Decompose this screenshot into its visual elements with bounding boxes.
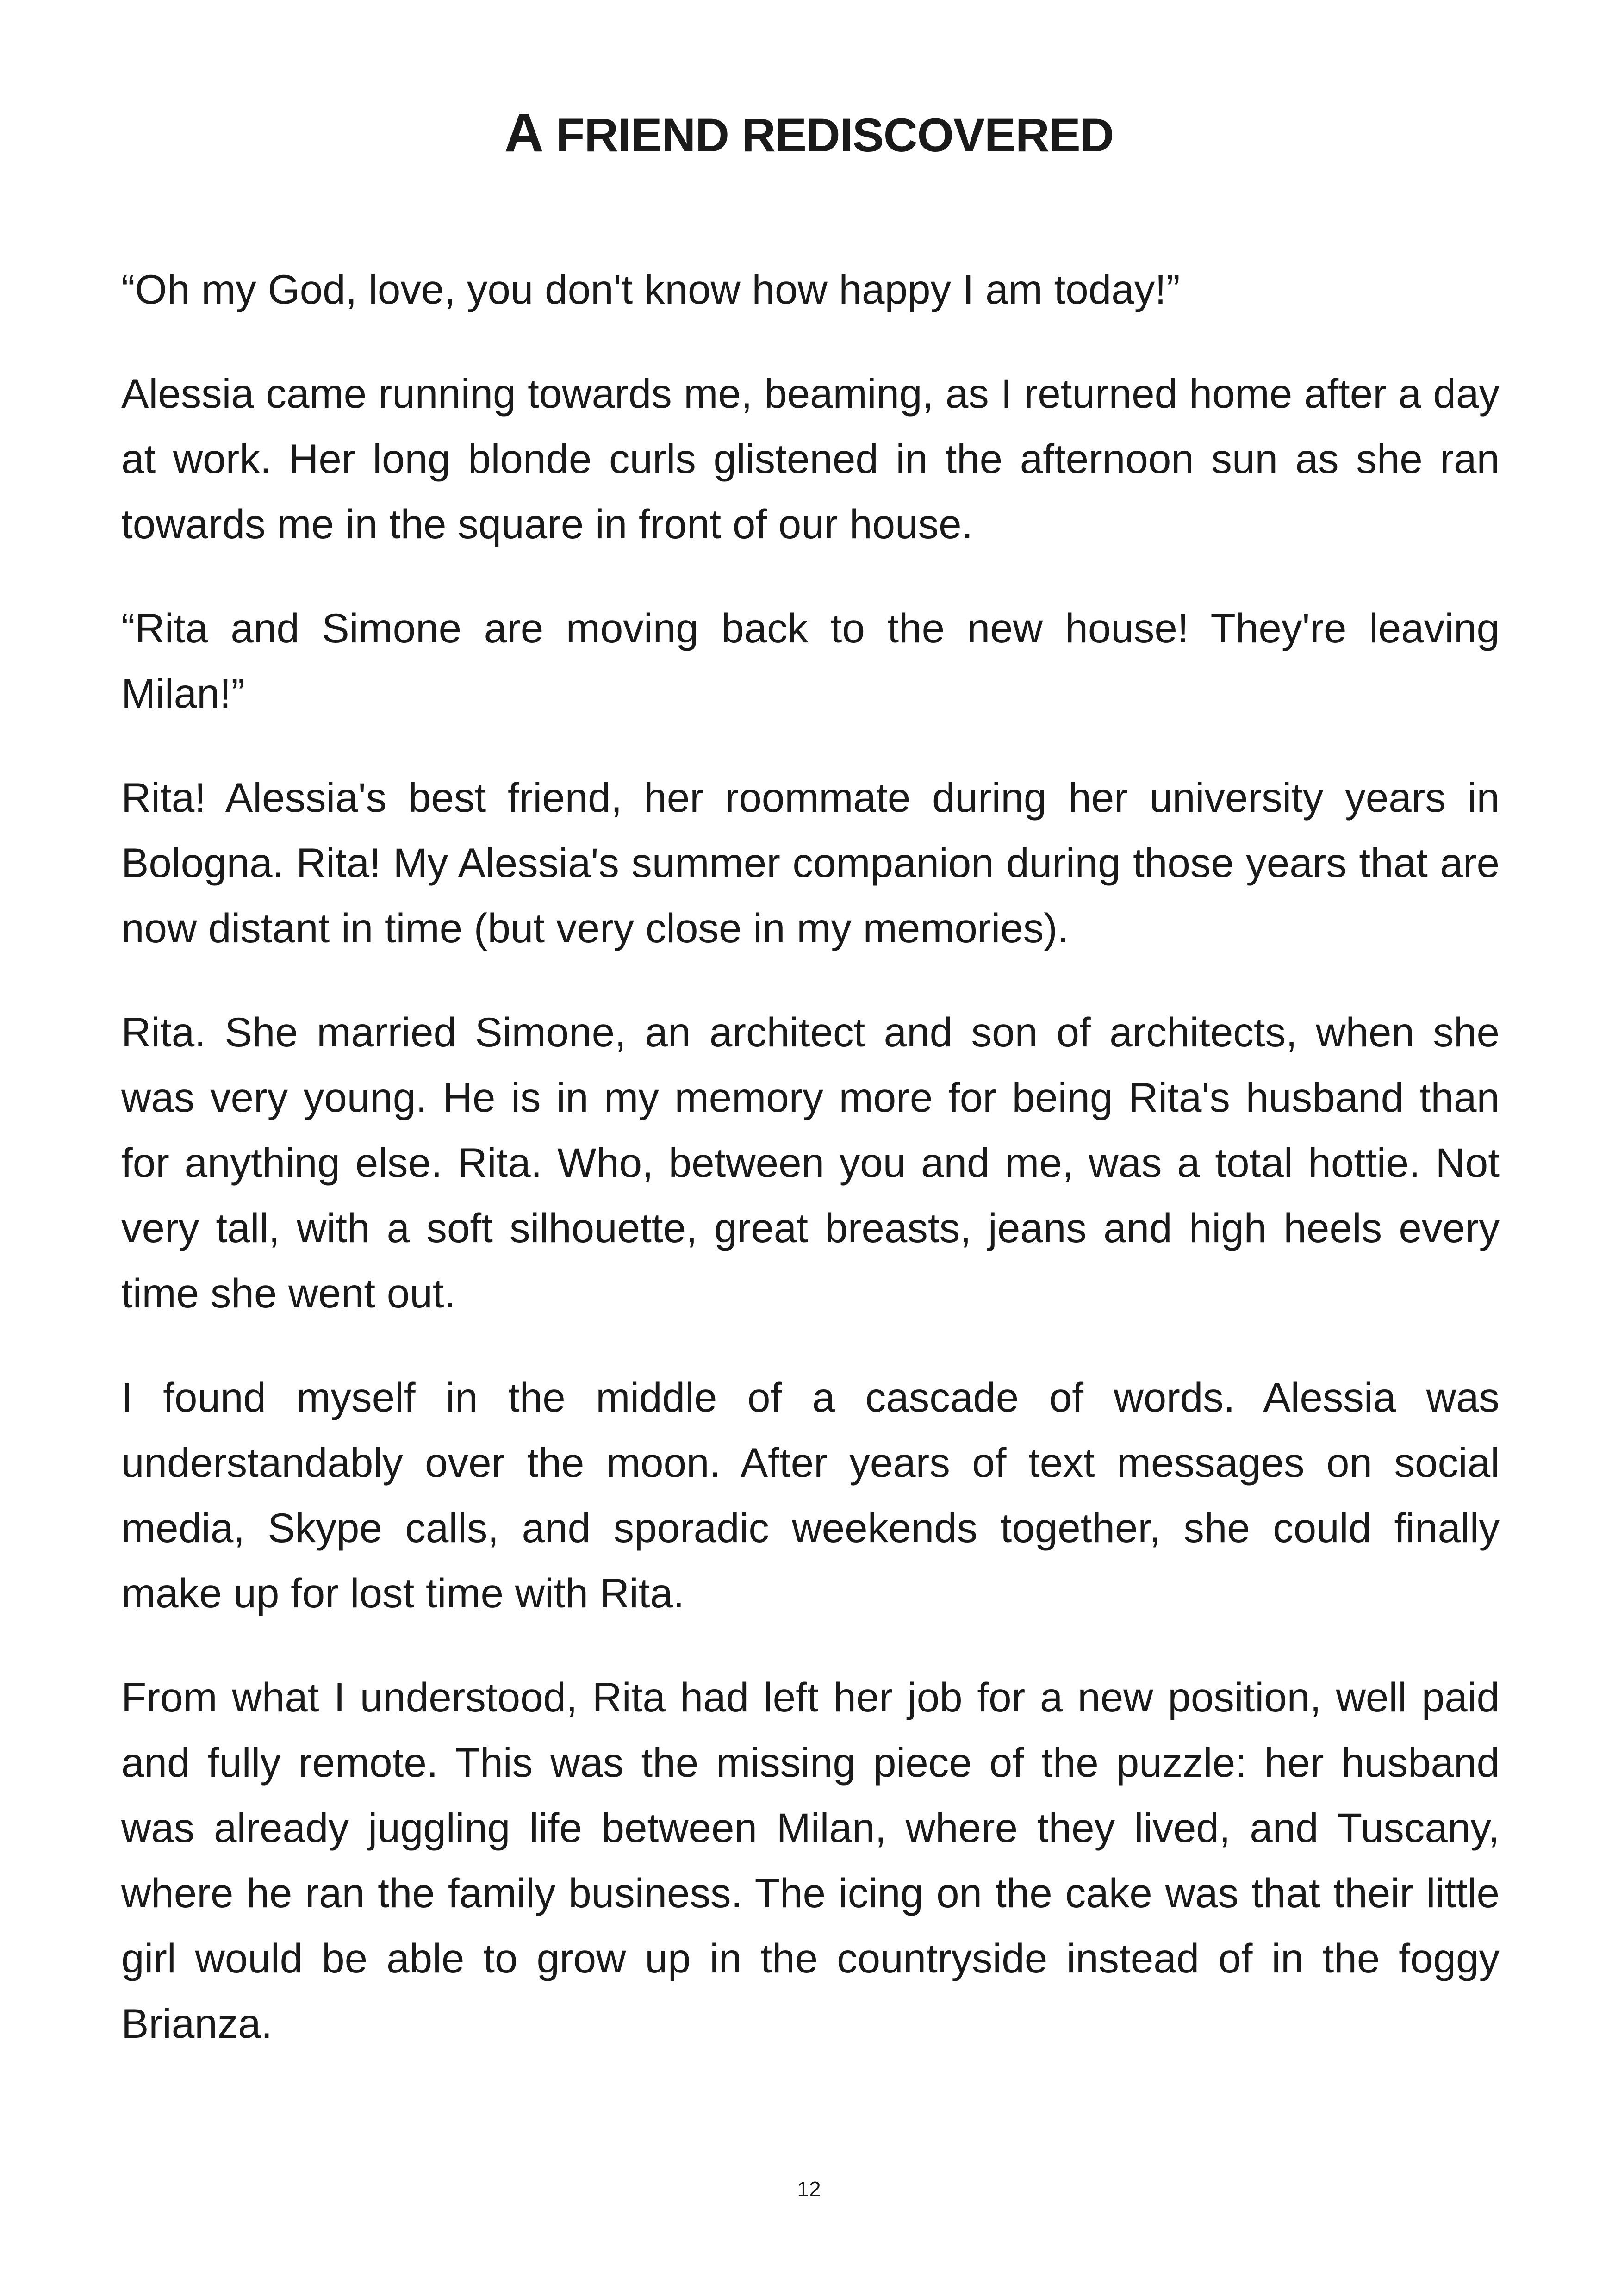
paragraph-1: “Oh my God, love, you don't know how happy I am today!” [121,266,1180,312]
paragraph-3: “Rita and Simone are moving back to the new house! They're leaving Milan!” [121,605,1500,716]
paragraph-7: From what I understood, Rita had left her job for a new position, well paid and fully remote. This was the missing piece of the puzzle: her husband was already juggling life between Milan, where they lived, and Tuscany, where he ran the family business. The icing on the cake was that their little girl would be able to grow up in the countryside instead of in the foggy Brianza. [121,1674,1500,2047]
chapter-body [121,257,1500,2095]
page-number: 12 [797,2177,821,2201]
paragraph-5: Rita. She married Simone, an architect and son of architects, when she was very young. He is in my memory more for being Rita's husband than for anything else. Rita. Who, between you and me, was a total hottie. Not very tall, with a soft silhouette, great breasts, jeans and high heels every time she went out. [121,1009,1500,1316]
chapter-title [0,103,1618,165]
chapter-title-initial: A [504,102,543,163]
paragraph-2: Alessia came running towards me, beaming, as I returned home after a day at work. Her long blonde curls glistened in the afternoon sun as she ran towards me in the square in front of our house. [121,370,1500,547]
paragraph-4: Rita! Alessia's best friend, her roommate during her university years in Bologna. Rita! My Alessia's summer companion during those years that are now distant in time (but very close in my memories). [121,774,1500,951]
chapter-title-rest: FRIEND REDISCOVERED [543,109,1114,162]
paragraph-6: I found myself in the middle of a cascade of words. Alessia was understandably over the moon. After years of text messages on social media, Skype calls, and sporadic weekends together, she could finally make up for lost time with Rita. [121,1374,1500,1616]
